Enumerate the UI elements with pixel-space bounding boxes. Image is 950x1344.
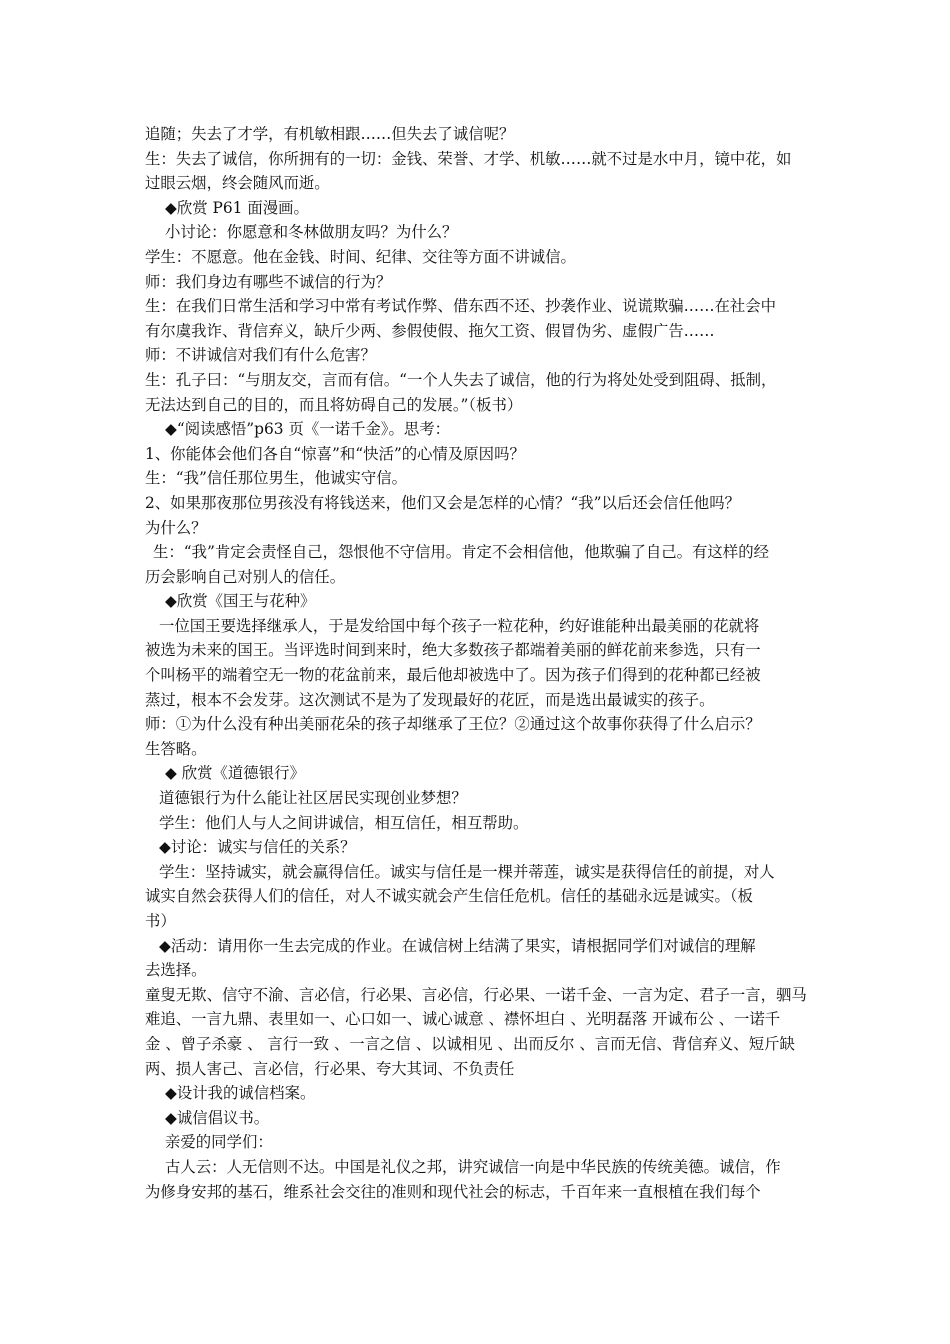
text-line: 被选为未来的国王。当评选时间到来时，绝大多数孩子都端着美丽的鲜花前来参选，只有一 — [145, 641, 761, 660]
text-line: 1、你能体会他们各自“惊喜”和“快活”的心情及原因吗？ — [145, 444, 525, 463]
text-line: 两、损人害己、言必信，行必果、夸大其词、不负责任 — [145, 1059, 515, 1078]
text-line: ◆设计我的诚信档案。 — [165, 1084, 316, 1103]
text-line: ◆ 欣赏《道德银行》 — [165, 764, 305, 783]
text-line: 追随；失去了才学，有机敏相跟……但失去了诚信呢？ — [145, 125, 515, 143]
text-line: 去选择。 — [145, 961, 207, 980]
text-line: 个叫杨平的端着空无一物的花盆前来，最后他却被选中了。因为孩子们得到的花种都已经被 — [145, 666, 761, 685]
text-line: 诚实自然会获得人们的信任，对人不诚实就会产生信任危机。信任的基础永远是诚实。（板 — [145, 887, 753, 906]
text-line: 道德银行为什么能让社区居民实现创业梦想？ — [159, 789, 467, 808]
text-line: ◆活动：请用你一生去完成的作业。在诚信树上结满了果实，请根据同学们对诚信的理解 — [159, 936, 756, 955]
text-line: 2、如果那夜那位男孩没有将钱送来，他们又会是怎样的心情？“我”以后还会信任他吗？ — [145, 493, 740, 512]
text-line: 蒸过，根本不会发芽。这次测试不是为了发现最好的花匠，而是选出最诚实的孩子。 — [145, 690, 715, 709]
text-line: ◆欣赏 P61 面漫画。 — [165, 198, 309, 217]
text-line: 古人云：人无信则不达。中国是礼仪之邦，讲究诚信一向是中华民族的传统美德。诚信，作 — [165, 1157, 781, 1176]
text-line: 历会影响自己对别人的信任。 — [145, 567, 346, 586]
text-line: 学生：不愿意。他在金钱、时间、纪律、交往等方面不讲诚信。 — [145, 247, 576, 266]
text-line: 书） — [145, 912, 176, 930]
text-line: ◆讨论：诚实与信任的关系？ — [159, 838, 356, 857]
text-line: ◆“阅读感悟”p63 页《一诺千金》。思考： — [165, 420, 451, 439]
text-line: 有尔虞我诈、背信弃义，缺斤少两、参假使假、拖欠工资、假冒伪劣、虚假广告…… — [145, 321, 715, 340]
text-line: 一位国王要选择继承人，于是发给国中每个孩子一粒花种，约好谁能种出最美丽的花就将 — [159, 616, 760, 635]
text-line: 为什么？ — [145, 518, 207, 537]
text-line: 学生：坚持诚实，就会赢得信任。诚实与信任是一棵并蒂莲，诚实是获得信任的前提，对人 — [159, 862, 775, 881]
text-line: 无法达到自己的目的，而且将妨碍自己的发展。”（板书） — [145, 395, 523, 414]
text-line: 生答略。 — [145, 739, 207, 758]
text-line: 师：①为什么没有种出美丽花朵的孩子却继承了王位？②通过这个故事你获得了什么启示？ — [145, 715, 761, 734]
text-line: 金 、曾子杀豪 、 言行一致 、一言之信 、以诚相见 、出而反尔 、言而无信、背信弃义、短斤缺 — [145, 1034, 795, 1053]
document-page — [145, 122, 813, 1204]
text-line: ◆诚信倡议书。 — [165, 1108, 270, 1127]
text-line: 生：“我”肯定会责怪自己，怨恨他不守信用。肯定不会相信他，他欺骗了自己。有这样的经 — [153, 543, 769, 562]
text-line: 亲爱的同学们： — [165, 1133, 273, 1152]
text-line: 小讨论：你愿意和冬林做朋友吗？为什么？ — [165, 223, 458, 242]
text-line: 生：失去了诚信，你所拥有的一切：金钱、荣誉、才学、机敏……就不过是水中月，镜中花，如 — [145, 149, 792, 168]
text-line: 师：我们身边有哪些不诚信的行为？ — [145, 272, 392, 291]
text-line: 过眼云烟，终会随风而逝。 — [145, 174, 330, 193]
text-line: 生：孔子曰：“与朋友交，言而有信。“一个人失去了诚信，他的行为将处处受到阻碍、抵制， — [145, 370, 777, 389]
text-line: 学生：他们人与人之间讲诚信，相互信任，相互帮助。 — [159, 813, 529, 832]
text-line: 生：“我”信任那位男生，他诚实守信。 — [145, 469, 407, 488]
text-line: 难追、一言九鼎、表里如一、心口如一、诚心诚意 、襟怀坦白 、光明磊落 开诚布公 、一诺千 — [145, 1010, 781, 1029]
text-line: 师：不讲诚信对我们有什么危害？ — [145, 346, 376, 365]
text-line: 童叟无欺、信守不渝、言必信，行必果、言必信，行必果、一诺千金、一言为定、君子一言，驷马 — [145, 985, 807, 1004]
text-line: 为修身安邦的基石，维系社会交往的准则和现代社会的标志，千百年来一直根植在我们每个 — [145, 1182, 761, 1201]
text-line: ◆欣赏《国王与花种》 — [165, 592, 316, 611]
text-line: 生：在我们日常生活和学习中常有考试作弊、借东西不还、抄袭作业、说谎欺骗……在社会中 — [145, 297, 777, 316]
